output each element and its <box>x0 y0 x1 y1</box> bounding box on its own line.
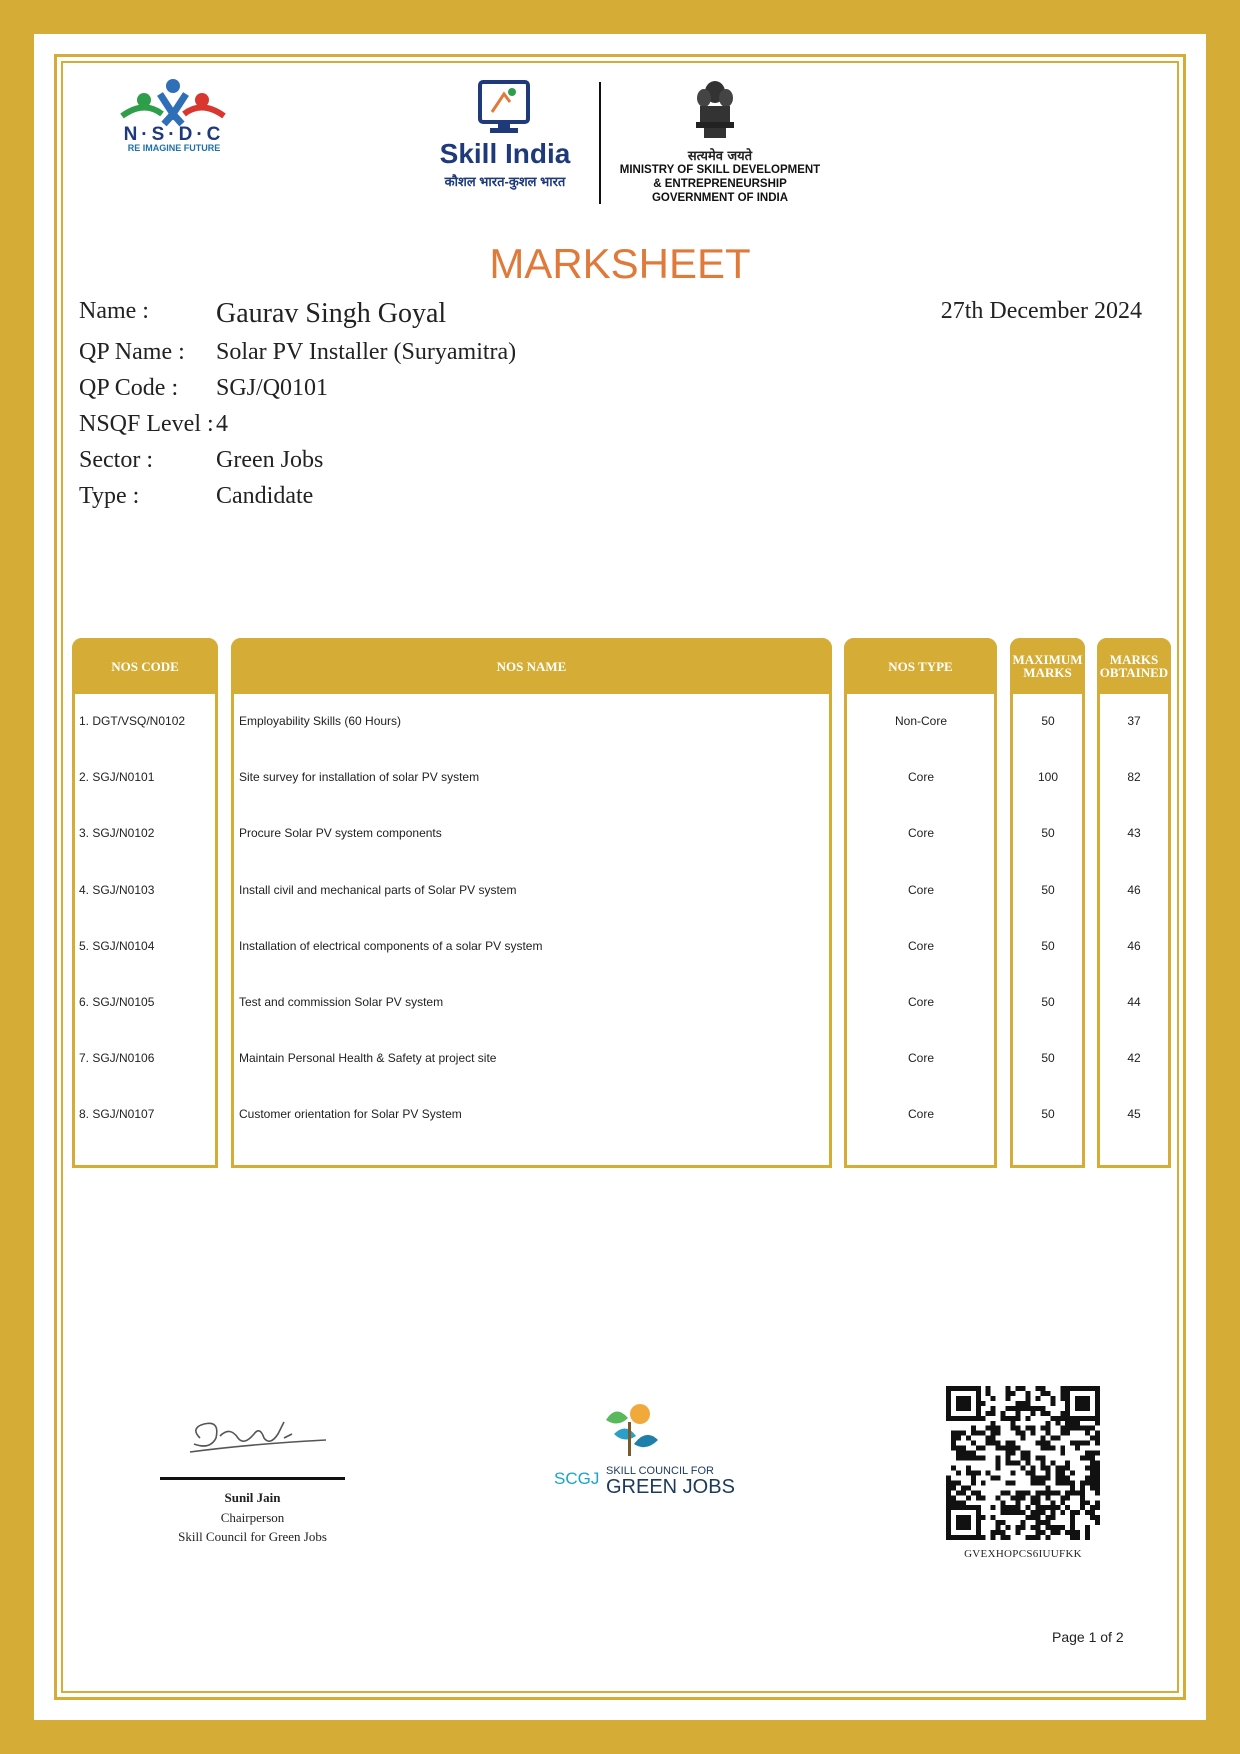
scgj-name-line-1: SKILL COUNCIL FOR <box>606 1465 714 1477</box>
signatory-name: Sunil Jain <box>224 1490 281 1505</box>
nos-code-cell: 7. SGJ/N0106 <box>79 1051 155 1066</box>
signatory-org: Skill Council for Green Jobs <box>178 1529 327 1544</box>
name-label: Name : <box>79 298 149 324</box>
marks-obtained-cell: 37 <box>1127 714 1141 728</box>
type-value: Candidate <box>216 483 314 509</box>
nos-code-cell: 1. DGT/VSQ/N0102 <box>79 714 186 728</box>
ministry-line-2: & ENTREPRENEURSHIP <box>653 178 787 190</box>
sector-label: Sector : <box>79 447 153 473</box>
nos-type-cell: Core <box>907 1107 934 1122</box>
max-marks-cell: 50 <box>1041 882 1055 897</box>
marks-obtained-cell: 42 <box>1127 1051 1141 1066</box>
marks-obtained-cell: 46 <box>1127 938 1141 953</box>
marks-obtained-header-line2: OBTAINED <box>1099 665 1169 680</box>
nos-type-cell: Core <box>907 938 934 953</box>
marks-obtained-header <box>1097 638 1171 694</box>
max-marks-cell: 50 <box>1041 938 1055 953</box>
marks-obtained-cell: 43 <box>1127 826 1141 841</box>
marks-obtained-cell: 44 <box>1127 995 1141 1009</box>
skill-india-hindi: कौशल भारत-कुशल भारत <box>444 174 566 189</box>
max-marks-cell: 100 <box>1037 770 1059 785</box>
nos-code-cell: 4. SGJ/N0103 <box>79 882 155 897</box>
max-marks-cell: 50 <box>1041 826 1055 841</box>
ministry-line-3: GOVERNMENT OF INDIA <box>651 192 789 204</box>
header-divider <box>599 82 601 204</box>
nos-name-cell: Install civil and mechanical parts of Solar PV system <box>239 882 517 897</box>
nos-type-cell: Core <box>907 1051 934 1066</box>
nsdc-tagline: RE IMAGINE FUTURE <box>127 143 221 153</box>
max-marks-cell: 50 <box>1041 1051 1055 1066</box>
nos-type-cell: Core <box>907 995 934 1009</box>
type-label: Type : <box>79 483 140 509</box>
page-number: Page 1 of 2 <box>1052 1629 1124 1645</box>
nos-code-cell: 6. SGJ/N0105 <box>79 995 155 1009</box>
marks-obtained-cell: 46 <box>1127 882 1141 897</box>
sector-value: Green Jobs <box>216 447 324 473</box>
scgj-logo <box>600 1398 664 1458</box>
national-emblem-icon <box>694 78 736 144</box>
marks-obtained-cell: 45 <box>1127 1107 1141 1122</box>
marks-obtained-cell: 82 <box>1127 770 1141 785</box>
scgj-abbreviation: SCGJ <box>554 1469 600 1488</box>
qp-code-label: QP Code : <box>79 375 179 401</box>
nos-code-cell: 8. SGJ/N0107 <box>79 1107 155 1122</box>
nos-name-cell: Site survey for installation of solar PV system <box>239 770 480 785</box>
skill-india-icon <box>478 80 530 136</box>
nos-name-cell: Procure Solar PV system components <box>239 826 442 841</box>
nos-type-cell: Core <box>907 770 934 785</box>
qp-code-value: SGJ/Q0101 <box>216 375 329 401</box>
qr-code-text: GVEXHOPCS6IUUFKK <box>964 1548 1082 1560</box>
marks-obtained-header-line1: MARKS <box>1109 652 1159 667</box>
signatory-role: Chairperson <box>220 1510 285 1525</box>
qp-name-value: Solar PV Installer (Suryamitra) <box>216 339 517 365</box>
nos-code-cell: 2. SGJ/N0101 <box>79 770 155 785</box>
nos-name-cell: Installation of electrical components of a solar PV system <box>239 938 543 953</box>
max-marks-header-line1: MAXIMUM <box>1012 652 1083 667</box>
qp-name-label: QP Name : <box>79 339 185 365</box>
scgj-name-line-2: GREEN JOBS <box>606 1476 735 1498</box>
ministry-line-1: MINISTRY OF SKILL DEVELOPMENT <box>619 164 821 176</box>
nsqf-level-value: 4 <box>216 411 228 437</box>
page-title: MARKSHEET <box>489 240 751 287</box>
max-marks-cell: 50 <box>1041 714 1055 728</box>
nsqf-level-label: NSQF Level : <box>79 411 214 437</box>
name-value: Gaurav Singh Goyal <box>216 298 447 329</box>
nos-code-header: NOS CODE <box>72 638 218 694</box>
nos-name-header: NOS NAME <box>231 638 832 694</box>
max-marks-header <box>1010 638 1085 694</box>
nsdc-letters: N·S·D·C <box>123 124 225 145</box>
nos-code-cell: 3. SGJ/N0102 <box>79 826 155 841</box>
issue-date: 27th December 2024 <box>940 298 1142 324</box>
nos-name-cell: Test and commission Solar PV system <box>239 995 444 1009</box>
nos-type-cell: Core <box>907 826 934 841</box>
skill-india-title: Skill India <box>439 138 571 169</box>
nos-type-cell: Non-Core <box>894 714 948 728</box>
max-marks-cell: 50 <box>1041 1107 1055 1122</box>
nos-name-cell: Maintain Personal Health & Safety at project site <box>239 1051 497 1066</box>
nos-name-cell: Employability Skills (60 Hours) <box>239 714 402 728</box>
signature-line <box>160 1477 345 1480</box>
ministry-motto: सत्यमेव जयते <box>687 149 753 164</box>
max-marks-cell: 50 <box>1041 995 1055 1009</box>
nos-type-header: NOS TYPE <box>844 638 997 694</box>
max-marks-header-line2: MARKS <box>1023 665 1072 680</box>
nos-name-cell: Customer orientation for Solar PV System <box>239 1107 462 1122</box>
nos-code-cell: 5. SGJ/N0104 <box>79 938 155 953</box>
nos-type-cell: Core <box>907 882 934 897</box>
signature-image <box>180 1408 330 1464</box>
qr-code <box>946 1386 1100 1540</box>
